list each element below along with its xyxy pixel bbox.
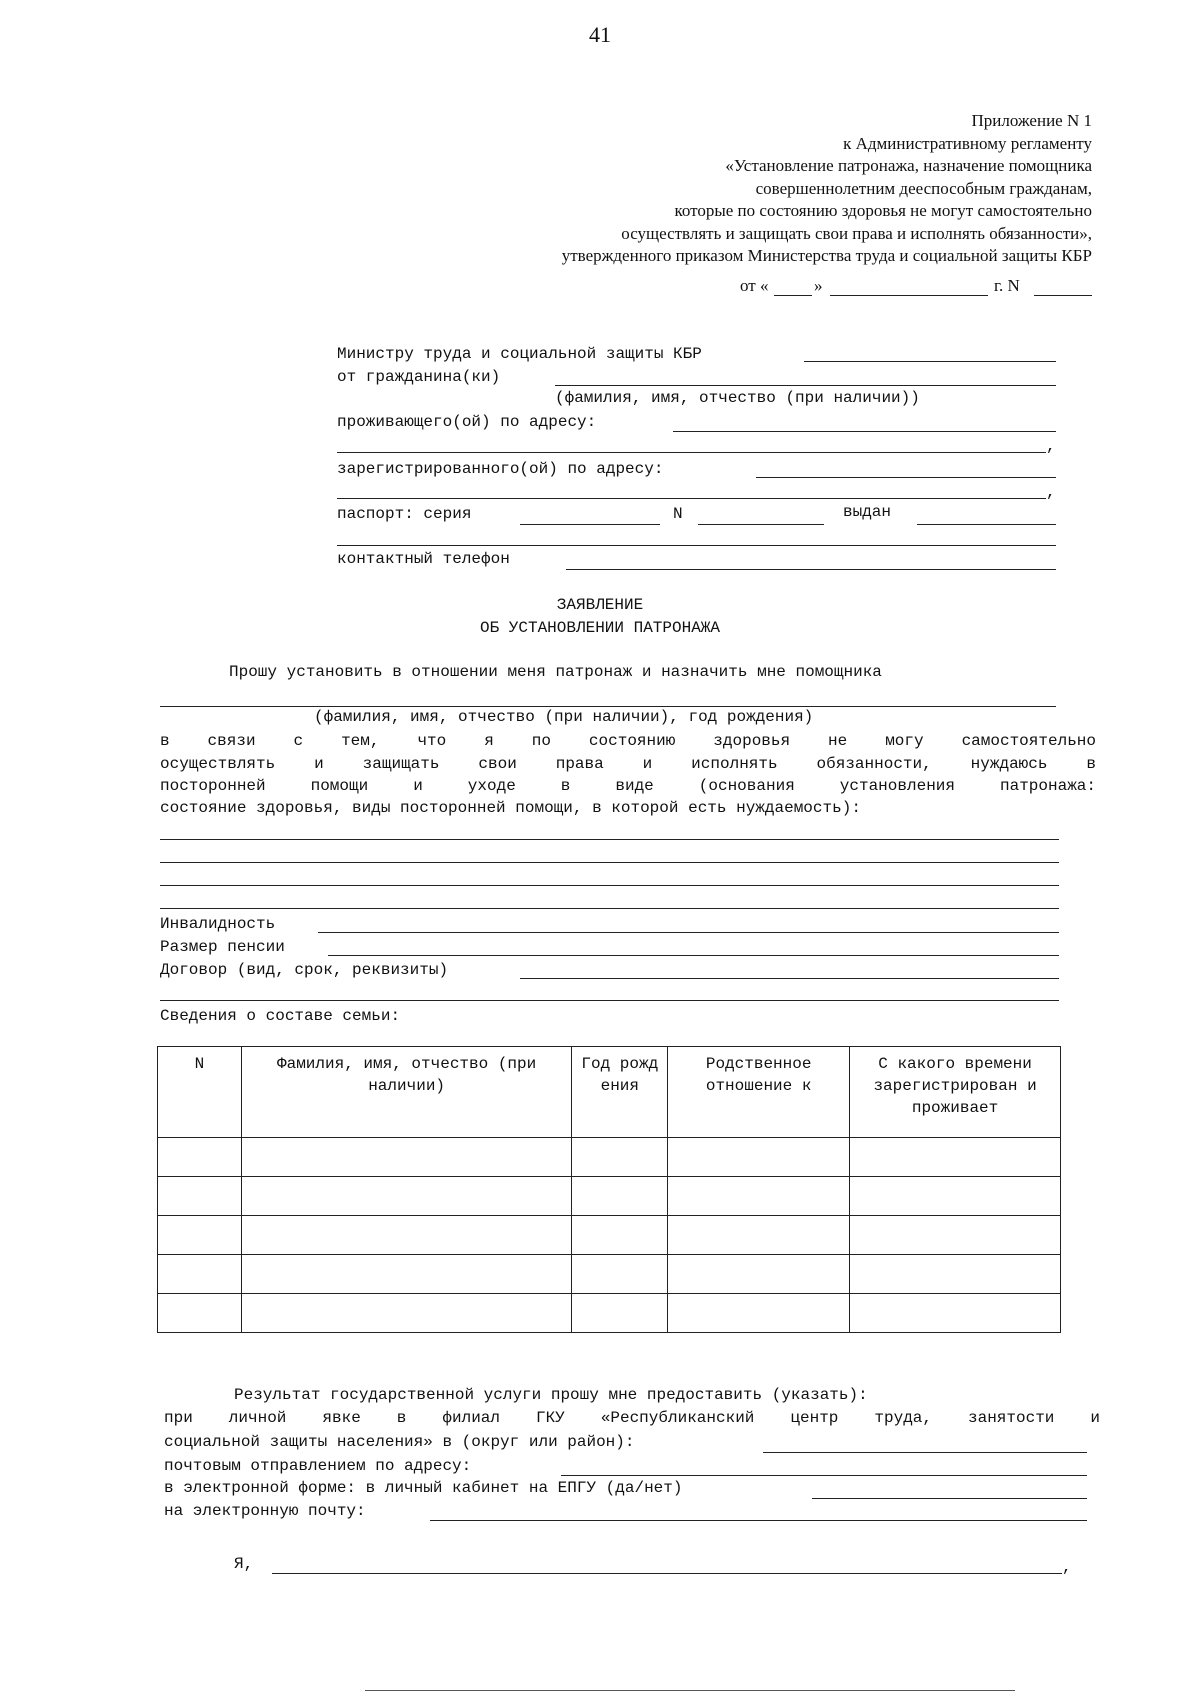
table-cell[interactable]	[850, 1255, 1061, 1294]
table-row	[158, 1255, 1061, 1294]
table-cell[interactable]	[850, 1216, 1061, 1255]
table-cell[interactable]	[668, 1216, 850, 1255]
passport-series-label: паспорт: серия	[337, 505, 472, 523]
family-table	[157, 1046, 1061, 1333]
phone-label: контактный телефон	[337, 550, 510, 568]
reason-blank-3	[160, 885, 1059, 886]
passport-issued-label: выдан	[843, 503, 892, 521]
signature-comma: ,	[1062, 1558, 1072, 1576]
result-in-person-line2: социальной защиты населения» в (округ или район):	[164, 1433, 635, 1451]
district-blank	[763, 1452, 1087, 1453]
table-cell[interactable]	[850, 1177, 1061, 1216]
request-last-line: состояние здоровья, виды посторонней помощи, в которой есть нуждаемость):	[160, 799, 861, 817]
result-intro: Результат государственной услуги прошу мне предоставить (указать):	[234, 1386, 868, 1404]
reason-blank-1	[160, 839, 1059, 840]
appendix-header	[562, 110, 1092, 268]
table-cell[interactable]	[668, 1138, 850, 1177]
document-title: ЗАЯВЛЕНИЕ	[556, 596, 644, 614]
residence-label: проживающего(ой) по адресу:	[337, 413, 597, 431]
table-cell[interactable]	[572, 1255, 668, 1294]
order-number-blank	[1034, 295, 1092, 296]
table-cell[interactable]	[158, 1138, 242, 1177]
header-line: которые по состоянию здоровья не могут самостоятельно	[674, 201, 1092, 220]
contract-blank-1	[520, 978, 1059, 979]
table-row	[158, 1216, 1061, 1255]
table-row	[158, 1294, 1061, 1333]
contract-blank-2	[160, 1000, 1059, 1001]
signature-blank	[272, 1573, 1062, 1574]
table-cell[interactable]	[241, 1294, 572, 1333]
registration-label: зарегистрированного(ой) по адресу:	[337, 460, 664, 478]
passport-issued-blank	[917, 524, 1056, 525]
result-mail-label: почтовым отправлением по адресу:	[164, 1457, 472, 1475]
request-intro: Прошу установить в отношении меня патронаж и назначить мне помощника	[229, 663, 882, 681]
minister-label: Министру труда и социальной защиты КБР	[337, 345, 702, 363]
request-line: в связи с тем, что я по состоянию здоровья не могу самостоятельно	[160, 732, 1096, 750]
helper-hint: (фамилия, имя, отчество (при наличии), год рождения)	[314, 708, 814, 726]
table-row	[158, 1138, 1061, 1177]
header-line: к Административному регламенту	[843, 133, 1092, 153]
order-date-prefix: от «	[740, 276, 769, 295]
electronic-blank	[812, 1498, 1087, 1499]
table-cell[interactable]	[572, 1216, 668, 1255]
table-cell[interactable]	[158, 1255, 242, 1294]
table-cell[interactable]	[241, 1177, 572, 1216]
header-line: Приложение N 1	[971, 111, 1092, 130]
header-line: утвержденного приказом Министерства труда и социальной защиты КБР	[561, 246, 1092, 265]
phone-blank	[566, 569, 1056, 570]
table-cell[interactable]	[572, 1294, 668, 1333]
disability-label: Инвалидность	[160, 915, 276, 933]
passport-number-label: N	[673, 505, 683, 523]
table-cell[interactable]	[668, 1255, 850, 1294]
residence-blank-2	[337, 452, 1046, 453]
citizen-name-blank	[555, 385, 1056, 386]
table-cell[interactable]	[241, 1255, 572, 1294]
result-email-label: на электронную почту:	[164, 1502, 366, 1520]
pension-blank	[328, 955, 1059, 956]
request-line: посторонней помощи и уходе в виде (основания установления патронажа:	[160, 777, 1096, 795]
pension-label: Размер пенсии	[160, 938, 285, 956]
table-cell[interactable]	[668, 1294, 850, 1333]
col-header-fio: Фамилия, имя, отчество (при наличии)	[241, 1047, 572, 1138]
passport-series-blank	[520, 524, 660, 525]
table-cell[interactable]	[572, 1138, 668, 1177]
helper-name-blank	[160, 706, 1056, 707]
residence-comma: ,	[1046, 437, 1056, 455]
document-subtitle: ОБ УСТАНОВЛЕНИИ ПАТРОНАЖА	[479, 619, 721, 637]
order-city: г. N	[994, 276, 1020, 295]
passport-number-blank	[698, 524, 824, 525]
order-date-mid: »	[814, 276, 823, 295]
table-cell[interactable]	[668, 1177, 850, 1216]
residence-blank-1	[673, 431, 1056, 432]
header-line: осуществлять и защищать свои права и исполнять обязанности»,	[621, 223, 1092, 243]
signature-ya: Я,	[234, 1555, 254, 1573]
table-cell[interactable]	[241, 1216, 572, 1255]
contract-label: Договор (вид, срок, реквизиты)	[160, 961, 449, 979]
citizen-fio-hint: (фамилия, имя, отчество (при наличии))	[555, 389, 920, 407]
table-cell[interactable]	[158, 1177, 242, 1216]
family-heading: Сведения о составе семьи:	[160, 1007, 401, 1025]
email-blank	[430, 1520, 1087, 1521]
table-cell[interactable]	[158, 1216, 242, 1255]
table-cell[interactable]	[850, 1138, 1061, 1177]
request-line: осуществлять и защищать свои права и исполнять обязанности, нуждаюсь в	[160, 754, 1096, 773]
col-header-since: С какого времени зарегистрирован и проживает	[850, 1047, 1061, 1138]
continuation-rule	[365, 1690, 1015, 1691]
mail-address-blank	[561, 1475, 1087, 1476]
reason-blank-4	[160, 908, 1059, 909]
table-cell[interactable]	[572, 1177, 668, 1216]
col-header-number: N	[158, 1047, 242, 1138]
order-day-blank	[774, 295, 812, 296]
order-month-blank	[830, 295, 988, 296]
header-line: «Установление патронажа, назначение помощника	[725, 156, 1092, 175]
page-number: 41	[589, 22, 611, 47]
table-cell[interactable]	[158, 1294, 242, 1333]
registration-comma: ,	[1046, 483, 1056, 501]
header-line: совершеннолетним дееспособным гражданам,	[755, 178, 1092, 198]
disability-blank	[318, 932, 1059, 933]
request-justified-lines	[160, 730, 1096, 798]
reason-blank-2	[160, 862, 1059, 863]
col-header-relation: Родственное отношение к	[668, 1047, 850, 1138]
result-electronic-label: в электронной форме: в личный кабинет на ЕПГУ (да/нет)	[164, 1479, 683, 1497]
passport-issued-blank-2	[337, 545, 1056, 546]
table-row	[158, 1177, 1061, 1216]
result-in-person-line1	[164, 1409, 1100, 1427]
col-header-birth-year: Год рождения	[572, 1047, 668, 1138]
registration-blank-2	[337, 498, 1046, 499]
table-header-row	[158, 1047, 1061, 1138]
registration-blank-1	[756, 477, 1056, 478]
table-cell[interactable]	[850, 1294, 1061, 1333]
table-cell[interactable]	[241, 1138, 572, 1177]
minister-name-blank	[804, 361, 1056, 362]
result-line: при личной явке в филиал ГКУ «Республиканский центр труда, занятости и	[164, 1409, 1100, 1427]
from-citizen-label: от гражданина(ки)	[337, 368, 501, 386]
